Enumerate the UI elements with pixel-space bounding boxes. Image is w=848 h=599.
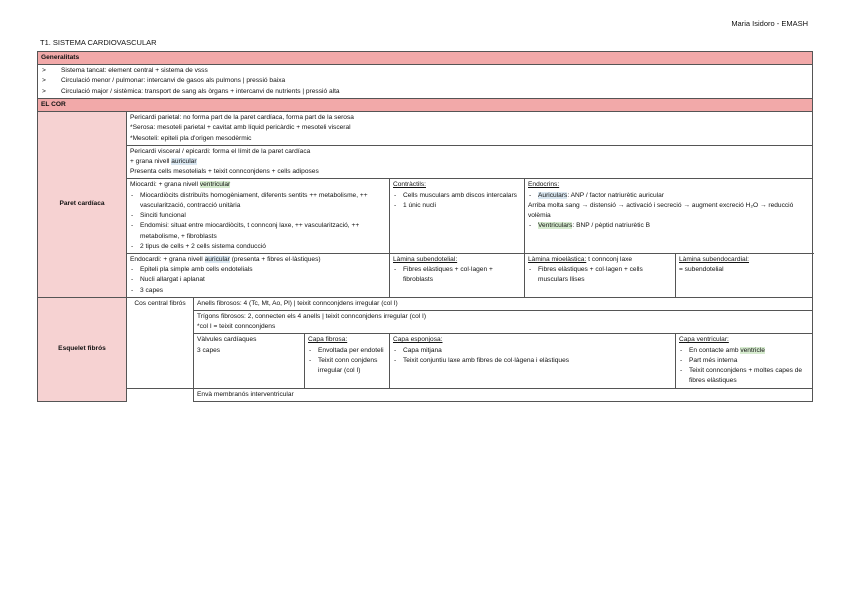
capa-fibrosa-item: - Envoltada per endoteli: [308, 346, 386, 356]
capa-ventricular-cell: [676, 334, 813, 388]
pericardi-parietal-row: [38, 112, 813, 146]
endocrins-item: [528, 221, 810, 231]
subendotelial-title: Làmina subendotelial:: [393, 255, 458, 263]
endocrins-title: Endocrins:: [528, 181, 560, 189]
capa-ventricular-item: - Teixit connconjdens + moltes capes de fibres elàstiques: [679, 366, 809, 386]
endocrins-item: [528, 191, 810, 201]
text: Làmina mioelàstica:: [528, 255, 587, 263]
capa-esponjosa-item: - Capa mitjana: [393, 346, 672, 356]
capa-ventricular-title: Capa ventricular:: [679, 336, 729, 344]
endocardi-item: - 3 capes: [130, 286, 386, 296]
endocrins-cell: [525, 179, 813, 254]
trigons-line: *col I = teixit connconjdens: [197, 323, 276, 331]
trigons-line: Trígons fibrosos: 2, connecten els 4 anells | teixit connconjdens irregular (col I): [197, 313, 427, 321]
generalitats-item: > Circulació menor / pulmonar: intercanvi de gasos als pulmons | pressió baixa: [41, 76, 809, 86]
pericardi-visceral-line: [130, 157, 809, 167]
trigons-cell: [194, 311, 813, 334]
mioelastica-item: - Fibres elàstiques + col·lagen + cells musculars llises: [528, 265, 672, 285]
highlight-ventriculars: Ventriculars: [538, 222, 573, 230]
valvules-title: Vàlvules cardíaques: [197, 336, 257, 344]
contractils-item: - Cells musculars amb discos intercalars: [393, 191, 521, 201]
endocardi-cell: [127, 253, 390, 297]
highlight-ventricle: ventricle: [740, 346, 765, 354]
text: : ANP / factor natriurètic auricular: [567, 191, 664, 199]
miocardi-item: - Miocardiòcits distribuïts homogèniament, diferents sentits ++ metabolisme, ++ vascularització, contracció unitària: [130, 191, 386, 211]
miocardi-title: [130, 180, 386, 190]
endocardi-title: [130, 255, 386, 265]
pericardi-parietal-line: *Serosa: mesoteli parietal + cavitat amb líquid pericàrdic + mesoteli visceral: [130, 124, 351, 132]
text: Miocardi: + grana nivell: [130, 181, 200, 189]
section-header-generalitats: [38, 52, 813, 65]
pericardi-visceral-line: Presenta cells mesotelials + teixit connconjdens + cells adiposes: [130, 168, 319, 176]
pericardi-parietal-line: *Mesoteli: epiteli pla d'origen mesodèrmic: [130, 134, 252, 142]
capa-esponjosa-cell: [390, 334, 676, 388]
cos-central-fibros-label: Cos central fibrós: [127, 297, 194, 388]
capa-fibrosa-cell: [305, 334, 390, 388]
subendotelial-cell: [390, 253, 525, 297]
subendocardial-title: Làmina subendocardial:: [679, 255, 750, 263]
capa-fibrosa-item: - Teixit conn conjdens irregular (col I): [308, 356, 386, 376]
pericardi-parietal-line: Pericardi parietal: no forma part de la paret cardíaca, forma part de la serosa: [130, 114, 354, 122]
miocardi-item: - 2 tipus de cells + 2 cells sistema conducció: [130, 242, 386, 252]
envas-row: [38, 388, 813, 401]
miocardi-cell: [127, 179, 390, 254]
valvules-capes: 3 capes: [197, 346, 221, 354]
section-header-cor: [38, 98, 813, 111]
capa-esponjosa-item: - Teixit conjuntiu laxe amb fibres de col·làgena i elàstiques: [393, 356, 672, 366]
mioelastica-title: [528, 255, 672, 265]
envas-text: Envà membranós interventricular: [194, 388, 813, 401]
esquelet-fibros-label: Esquelet fibrós: [38, 297, 127, 401]
generalitats-heading: Generalitats: [38, 52, 813, 65]
miocardi-item: - Endomisi: situat entre miocardiòcits, t connconj laxe, ++ vascularització, ++ metabolisme, + fibroblasts: [130, 221, 386, 241]
text: + grana nivell: [130, 157, 172, 165]
capa-fibrosa-title: Capa fibrosa:: [308, 336, 348, 344]
document-title: T1. SISTEMA CARDIOVASCULAR: [40, 38, 157, 47]
empty-cell: [127, 388, 194, 401]
highlight-ventricular: ventricular: [199, 181, 231, 189]
miocardi-row: [38, 179, 813, 254]
subendocardial-cell: [676, 253, 813, 297]
endocardi-item: - Nucli allargat i aplanat: [130, 275, 386, 285]
text: (presenta + fibres el·làstiques): [229, 255, 321, 263]
subendotelial-item: - Fibres elàstiques + col·lagen + fibroblasts: [393, 265, 521, 285]
endocrins-text: Arriba molta sang → distensió → activació i secreció → augment excreció H₂O → reducció volèmia: [528, 201, 794, 220]
author-name: Maria Isidoro - EMASH: [731, 19, 808, 28]
text: : BNP / pèptid natriurètic B: [572, 222, 651, 230]
text: Endocardi: + grana nivell: [130, 255, 205, 263]
paret-cardiaca-label: Paret cardíaca: [38, 112, 127, 298]
anells-row: [38, 297, 813, 310]
contractils-title: Contràctils:: [393, 181, 426, 189]
endocardi-item: - Epiteli pla simple amb cells endotelials: [130, 265, 386, 275]
pericardi-visceral-line: Pericardi visceral / epicardi: forma el límit de la paret cardíaca: [130, 147, 311, 155]
text: t connconj laxe: [586, 255, 633, 263]
cor-heading: EL COR: [38, 98, 813, 111]
anells-text: Anells fibrosos: 4 (Tc, Mt, Ao, Pl) | teixit connconjdens irregular (col I): [194, 297, 813, 310]
subendocardial-text: = subendotelial: [679, 266, 724, 274]
valvules-cell: [194, 334, 305, 388]
generalitats-item: > Sistema tancat: element central + sistema de vsss: [41, 66, 809, 76]
contractils-cell: [390, 179, 525, 254]
capa-ventricular-item: - Part més interna: [679, 356, 809, 366]
text: En contacte amb: [689, 346, 741, 354]
highlight-auricular: auricular: [204, 255, 230, 263]
endocardi-row: [38, 253, 813, 297]
capa-ventricular-item: [679, 346, 809, 356]
highlight-auriculars: Auriculars: [538, 191, 568, 199]
capa-esponjosa-title: Capa esponjosa:: [393, 336, 443, 344]
pericardi-visceral-row: [38, 145, 813, 179]
generalitats-item: > Circulació major / sistèmica: transport de sang als òrgans + intercanvi de nutrients | pressió alta: [41, 87, 809, 97]
miocardi-item: - Sinciti funcional: [130, 211, 386, 221]
summary-table: [37, 51, 813, 402]
mioelastica-cell: [525, 253, 676, 297]
generalitats-row: [38, 65, 813, 99]
contractils-item: - 1 únic nucli: [393, 201, 521, 211]
highlight-auricular: auricular: [171, 157, 197, 165]
